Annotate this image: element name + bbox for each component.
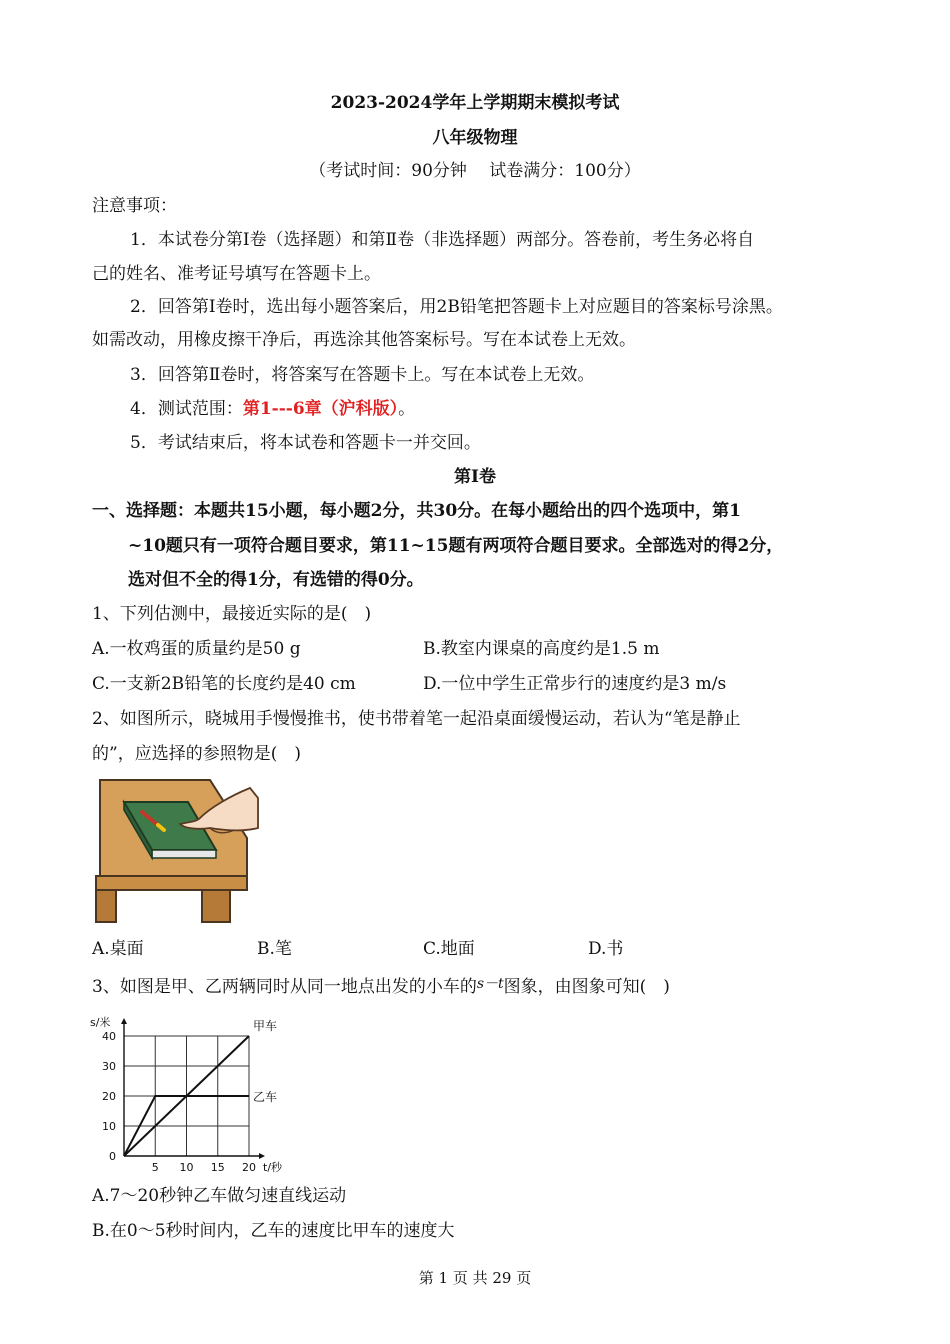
exam-info: （考试时间：90分钟 试卷满分：100分） — [309, 161, 641, 181]
notice-item-2b: 如需改动，用橡皮擦干净后，再选涂其他答案标号。写在本试卷上无效。 — [92, 330, 636, 350]
y-tick-label: 20 — [102, 1090, 116, 1103]
x-tick-label: 20 — [242, 1161, 256, 1174]
test-range: 第1---6章（沪科版） — [242, 399, 399, 419]
book-pages — [152, 850, 216, 858]
section-heading-c: 选对但不全的得1分，有选错的得0分。 — [128, 570, 424, 590]
s-t-chart — [88, 1010, 298, 1180]
q1-option-d: D.一位中学生正常步行的速度约是3 m/s — [423, 674, 727, 694]
q1-option-c: C.一支新2B铅笔的长度约是40 cm — [92, 674, 356, 694]
q2-stem-a: 2、如图所示，晓城用手慢慢推书，使书带着笔一起沿桌面缓慢运动，若认为“笔是静止 — [92, 709, 741, 729]
q1-option-a: A.一枚鸡蛋的质量约是50 g — [92, 639, 301, 659]
desk-edge — [96, 876, 247, 890]
notice-item-3: 3．回答第Ⅱ卷时，将答案写在答题卡上。写在本试卷上无效。 — [130, 365, 595, 385]
notice-heading: 注意事项： — [92, 196, 177, 216]
book-on-desk-illustration — [92, 778, 262, 924]
q3-stem — [92, 973, 670, 998]
page-footer: 第 1 页 共 29 页 — [418, 1269, 532, 1287]
y-tick-label: 40 — [102, 1030, 116, 1043]
x-tick-label: 5 — [151, 1161, 159, 1174]
q1-stem: 1、下列估测中，最接近实际的是( ) — [92, 604, 372, 624]
x-tick-label: 10 — [179, 1161, 194, 1174]
notice-item-1a: 1．本试卷分第Ⅰ卷（选择题）和第Ⅱ卷（非选择题）两部分。答卷前，考生务必将自 — [130, 230, 755, 250]
section-heading-b: ~10题只有一项符合题目要求，第11~15题有两项符合题目要求。全部选对的得2分， — [128, 536, 784, 556]
section-heading-a: 一、选择题：本题共15小题，每小题2分，共30分。在每小题给出的四个选项中，第1 — [92, 501, 741, 521]
q3-option-a: A.7～20秒钟乙车做匀速直线运动 — [92, 1186, 347, 1206]
series-label-1: 甲车 — [253, 1019, 278, 1033]
q3-stem-prefix: 3、如图是甲、乙两辆同时从同一地点出发的小车的 — [92, 977, 477, 997]
series-label-2: 乙车 — [253, 1090, 278, 1104]
volume-heading: 第Ⅰ卷 — [454, 467, 496, 487]
q2-stem-b: 的”，应选择的参照物是( ) — [92, 744, 301, 764]
q2-option-b: B.笔 — [257, 939, 292, 959]
q2-option-d: D.书 — [588, 939, 624, 959]
x-axis-label: t/秒 — [263, 1161, 283, 1174]
q2-option-c: C.地面 — [423, 939, 475, 959]
y-tick-label: 30 — [102, 1060, 116, 1073]
x-tick-label: 15 — [210, 1161, 225, 1174]
notice-item-5: 5．考试结束后，将本试卷和答题卡一并交回。 — [130, 433, 481, 453]
y-tick-label: 0 — [109, 1150, 116, 1163]
exam-title: 2023-2024学年上学期期末模拟考试 — [330, 93, 620, 113]
q3-stem-suffix: 图象，由图象可知( ) — [503, 977, 670, 997]
y-tick-label: 10 — [102, 1120, 116, 1133]
notice-item-4-suffix: 。 — [398, 399, 416, 419]
q2-option-a: A.桌面 — [92, 939, 144, 959]
notice-item-4-prefix: 4．测试范围： — [130, 399, 243, 419]
q3-option-b: B.在0～5秒时间内，乙车的速度比甲车的速度大 — [92, 1221, 455, 1241]
y-axis-arrow — [121, 1018, 127, 1024]
notice-item-4 — [130, 398, 415, 420]
notice-item-2a: 2．回答第Ⅰ卷时，选出每小题答案后，用2B铅笔把答题卡上对应题目的答案标号涂黑。 — [130, 297, 783, 317]
desk-leg-left — [96, 890, 116, 922]
x-axis-arrow — [259, 1153, 265, 1159]
y-axis-label: s/米 — [90, 1016, 111, 1029]
exam-subtitle: 八年级物理 — [432, 128, 518, 148]
q3-stem-variable: s－t — [476, 976, 504, 992]
desk-leg — [202, 890, 230, 922]
notice-item-1b: 己的姓名、准考证号填写在答题卡上。 — [92, 264, 381, 284]
q1-option-b: B.教室内课桌的高度约是1.5 m — [423, 639, 660, 659]
